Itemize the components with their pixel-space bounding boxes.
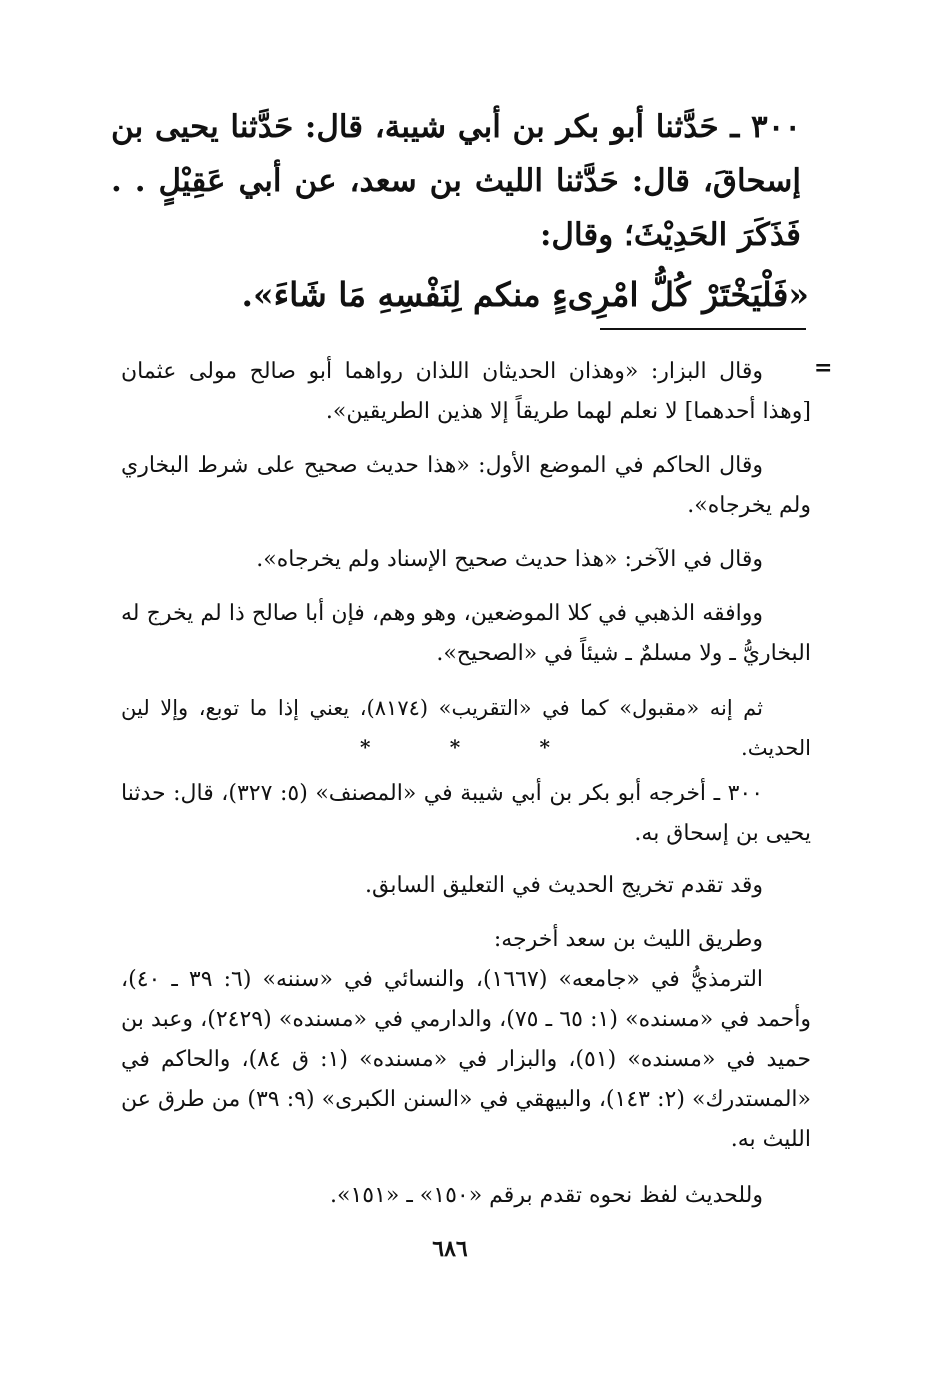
hadith-text: ٣٠٠ ـ حَدَّثنا أبو بكر بن أبي شيبة، قال: حَدَّثنا يحيى بن إسحاقَ، قال: حَدَّثنا الليث بن سعد، عن أبي عَقِيْلٍ . . فَذَكَرَ الحَدِيْثَ؛ وقال: <box>111 109 801 253</box>
footnote-paragraph-hakim: وقال الحاكم في الموضع الأول: «هذا حديث صحيح على شرط البخاري ولم يخرجاه». <box>121 453 811 518</box>
section-separator-stars <box>360 732 550 762</box>
separator-star: * <box>539 735 550 759</box>
footnote-paragraph-bazzar: وقال البزار: «وهذان الحديثان اللذان رواهما أبو صالح مولى عثمان [وهذا أحدهما] لا نعلم لهما طريقاً إلا هذين الطريقين». <box>121 359 811 424</box>
footnote-paragraph-hakim-other: وقال في الآخر: «هذا حديث صحيح الإسناد ولم يخرجاه». <box>256 547 763 572</box>
footnote-continuation-mark: = <box>814 355 833 381</box>
hadith-quote: «فَلْيَخْتَرْ كُلُّ امْرِىءٍ منكم لِنَفْسِهِ مَا شَاءَ». <box>241 275 809 314</box>
footnote-paragraph-laith-path: وطريق الليث بن سعد أخرجه: <box>493 927 763 952</box>
footnote-paragraph-300: ٣٠٠ ـ أخرجه أبو بكر بن أبي شيبة في «المصنف» (٥: ٣٢٧)، قال: حدثنا يحيى بن إسحاق به. <box>121 781 811 846</box>
footnote-paragraph-sources: الترمذيُّ في «جامعه» (١٦٦٧)، والنسائي في «سننه» (٦: ٣٩ ـ ٤٠)، وأحمد في «مسنده» (١: ٦٥ ـ ٧٥)، والدارمي في «مسنده» (٢٤٢٩)، وعبد بن حميد في «مسنده» (٥١)، والبزار في «مسنده» (١: ق ٨٤)، والحاكم في «المستدرك» (٢: ١٤٣)، والبيهقي في «السنن الكبرى» (٩: ٣٩) من طرق عن الليث به. <box>121 967 812 1152</box>
separator-star: * <box>449 735 461 759</box>
footnote-paragraph-taqrib: ثم إنه «مقبول» كما في «التقريب» (٨١٧٤)، يعني إذا ما توبع، وإلا لين الحديث. <box>121 696 811 760</box>
footnote-paragraph-previous-note: وقد تقدم تخريج الحديث في التعليق السابق. <box>365 873 763 898</box>
footnote-paragraph-cross-reference: وللحديث لفظ نحوه تقدم برقم «١٥٠» ـ «١٥١». <box>329 1183 763 1208</box>
footnote-paragraph-dhahabi: ووافقه الذهبي في كلا الموضعين، وهو وهم، فإن أبا صالح ذا لم يخرج له البخاريُّ ـ ولا مسلمٌ ـ شيئاً في «الصحيح». <box>121 601 811 666</box>
footnote-separator-rule <box>600 328 806 330</box>
separator-star: * <box>360 735 371 759</box>
page-number: ٦٨٦ <box>432 1236 468 1262</box>
